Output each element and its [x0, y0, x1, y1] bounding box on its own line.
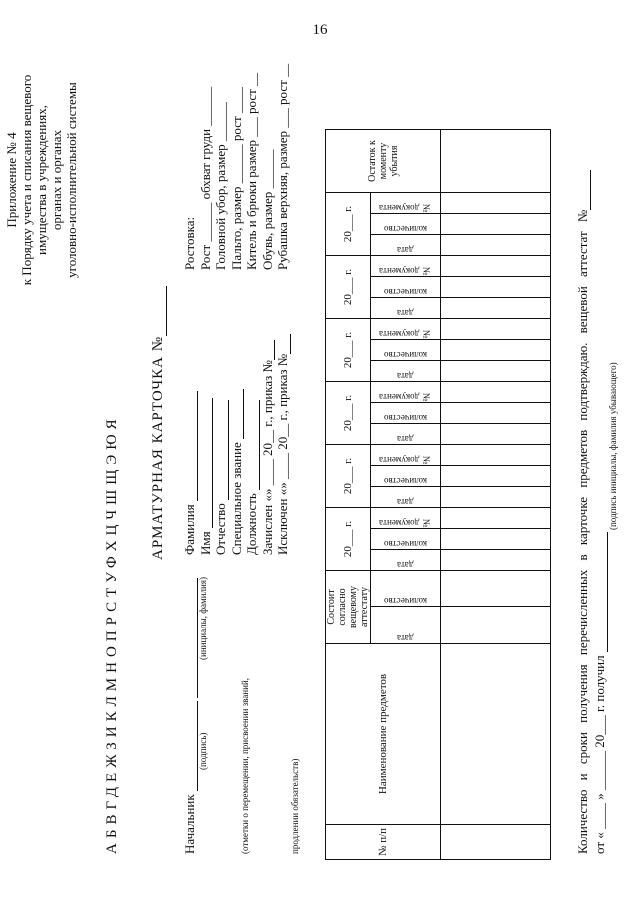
cell-entry: [441, 529, 551, 550]
cell-entry: [441, 193, 551, 214]
sizes-header: Ростовка:: [182, 216, 197, 270]
field-patronymic: Отчество: [213, 503, 228, 555]
cell-entry: [441, 550, 551, 571]
year-header: 20___ г.: [326, 445, 371, 508]
cell-entry: [441, 382, 551, 403]
sub-qty: количество: [371, 403, 441, 424]
year-header: 20___ г.: [326, 319, 371, 382]
size-line: Китель и брюки размер ___ рост __: [244, 72, 259, 270]
sub-doc: № документа: [371, 193, 441, 214]
sub-doc: № документа: [371, 508, 441, 529]
marks-caption: (отметки о перемещении, присвоении званий,: [240, 678, 250, 854]
cell-state-qty: [441, 571, 551, 608]
sub-date: дата: [371, 424, 441, 445]
appendix-line: к Порядку учета и списания вещевого: [19, 74, 34, 286]
year-header: 20___ г.: [326, 256, 371, 319]
alphabet-index: АБВГДЕЖЗИКЛМНОПРСТУФХЦЧШЩЭЮЯ: [104, 414, 120, 854]
sub-qty: количество: [371, 466, 441, 487]
chief-line: [182, 578, 198, 854]
size-line: Головной убор, размер ______: [213, 102, 228, 270]
cell-entry: [441, 277, 551, 298]
cell-entry: [441, 298, 551, 319]
field-position: Должность: [244, 493, 259, 555]
sub-date: дата: [371, 607, 441, 644]
cell-entry: [441, 487, 551, 508]
title-text: АРМАТУРНАЯ КАРТОЧКА №: [150, 335, 166, 560]
field-rank: Специальное звание: [228, 442, 244, 555]
initials-caption: (инициалы, фамилия): [198, 577, 208, 660]
col-name-header: Наименование предметов: [326, 644, 441, 825]
size-line: Рост ______ обхват груди ______: [197, 86, 213, 270]
sub-doc: № документа: [371, 319, 441, 340]
footer-caption: (подпись инициалы, фамилия убывающего): [608, 362, 618, 530]
cell-entry: [441, 361, 551, 382]
sub-qty: количество: [371, 214, 441, 235]
appendix-line: уголовно-исполнительной системы: [64, 82, 79, 278]
enlisted-suffix: » ____ 20__ г., приказ №: [259, 360, 275, 495]
page-number: 16: [312, 22, 328, 38]
cell-entry: [441, 340, 551, 361]
field-surname: Фамилия: [182, 504, 197, 555]
cell-entry: [441, 424, 551, 445]
excluded-suffix: » ____ 20__ г., приказ №: [275, 353, 290, 489]
cell-entry: [441, 403, 551, 424]
appendix-line: органах и органах: [49, 129, 64, 231]
field-excluded: Исключен «: [275, 488, 290, 555]
cell-num: [441, 825, 551, 860]
sub-qty: количество: [371, 340, 441, 361]
cell-entry: [441, 508, 551, 529]
cell-entry: [441, 466, 551, 487]
col-remain-header: Остаток к моменту убытия: [326, 130, 441, 193]
form-title: [150, 286, 167, 560]
sub-date: дата: [371, 361, 441, 382]
rotated-form: [0, 40, 640, 860]
size-line: Рубашка верхняя, размер ___ рост __: [275, 63, 290, 270]
sub-doc: № документа: [371, 382, 441, 403]
year-header: 20___ г.: [326, 193, 371, 256]
sub-date: дата: [371, 298, 441, 319]
cell-entry: [441, 319, 551, 340]
sub-doc: № документа: [371, 445, 441, 466]
year-header: 20___ г.: [326, 382, 371, 445]
sub-qty: количество: [371, 571, 441, 608]
cell-entry: [441, 214, 551, 235]
size-line: Обувь, размер ______: [259, 149, 275, 270]
sub-date: дата: [371, 487, 441, 508]
cell-entry: [441, 445, 551, 466]
cell-name: [441, 644, 551, 825]
year-header: 20___ г.: [326, 508, 371, 571]
sizes-block: [182, 64, 291, 270]
footer-received: от « ____ » ______ 20___ г. получил: [592, 655, 607, 854]
appendix-line: Приложение № 4: [4, 132, 19, 228]
field-name: Имя: [197, 531, 213, 555]
cell-entry: [441, 235, 551, 256]
duties-caption: продлении обязательств): [290, 758, 300, 854]
footer-text: Количество и сроки получения перечисленных в карточке предметов подтверждаю. вещевой аттестат №: [575, 209, 590, 854]
appendix-line: имущества в учреждениях,: [34, 105, 49, 255]
sub-doc: № документа: [371, 256, 441, 277]
sign-caption: (подпись): [198, 732, 208, 770]
cell-entry: [441, 256, 551, 277]
size-line: Пальто, размер ______ рост ____: [228, 87, 244, 270]
cell-state-date: [441, 607, 551, 644]
sub-date: дата: [371, 550, 441, 571]
field-enlisted: Зачислен «: [259, 495, 275, 555]
col-num-header: № п/п: [326, 825, 441, 860]
footer-line2: [592, 532, 608, 854]
sub-date: дата: [371, 235, 441, 256]
sub-qty: количество: [371, 529, 441, 550]
chief-label: Начальник: [182, 794, 197, 854]
footer-line1: [575, 170, 591, 854]
col-state-header: Состоит согласно вещевому аттестату: [326, 571, 371, 644]
appendix-block: [4, 50, 79, 310]
issue-table: [325, 129, 551, 860]
cell-remain: [441, 130, 551, 193]
sub-qty: количество: [371, 277, 441, 298]
person-fields: [182, 334, 291, 555]
